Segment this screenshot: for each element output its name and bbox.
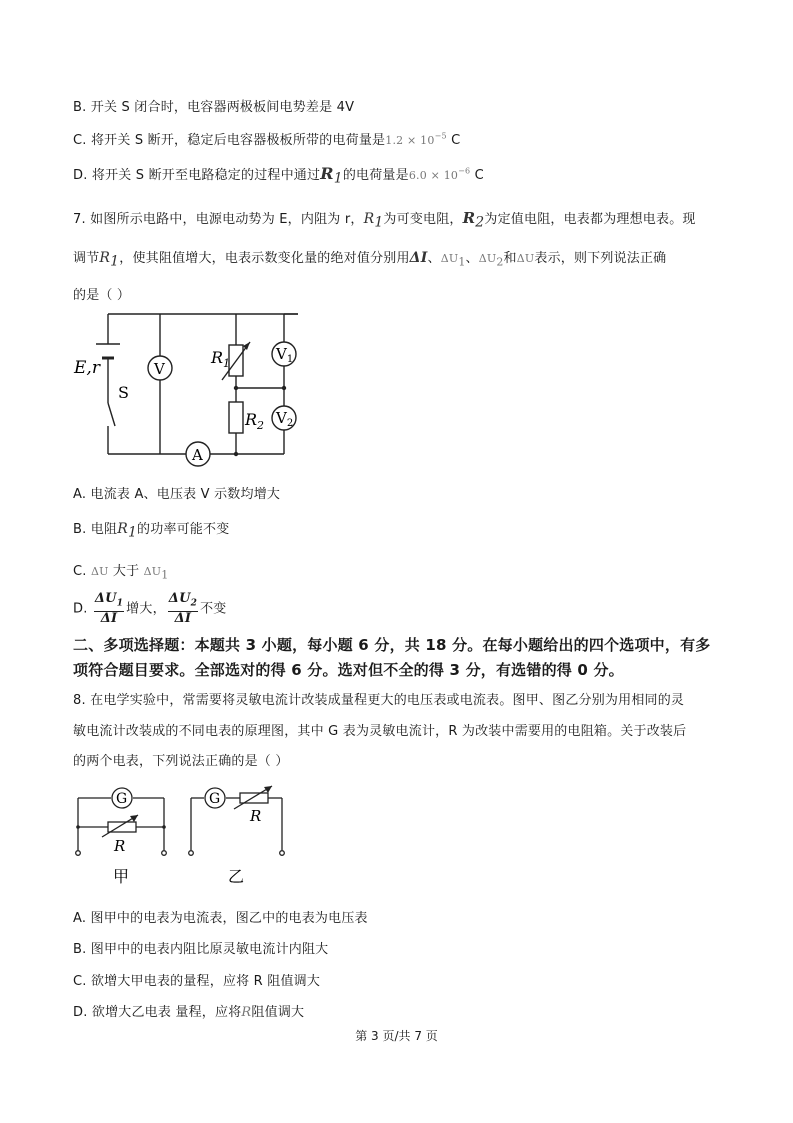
q8-option-a: A. 图甲中的电表为电流表，图乙中的电表为电压表	[73, 911, 368, 926]
q8-figure-jia	[70, 785, 175, 891]
section-2-heading-line2: 项符合题目要求。全部选对的得 6 分。选对但不全的得 3 分，有选错的得 0 分。	[73, 661, 624, 679]
q6-option-c: C. 将开关 S 断开，稳定后电容器极板所带的电荷量是$1.2 \times 10^{-5}$ C	[73, 131, 461, 148]
page-number-footer: 第 3 页/共 7 页	[355, 1029, 438, 1043]
yi-caption: 乙	[228, 867, 245, 886]
circuit-switch-label: S	[118, 383, 129, 402]
q8-stem-line1: 8. 在电学实验中，常需要将灵敏电流计改装成量程更大的电压表或电流表。图甲、图乙分别为用相同的灵	[73, 693, 685, 708]
q7-circuit-diagram	[70, 308, 305, 470]
jia-resistor-label: R	[114, 837, 126, 855]
section-2-heading-line1: 二、多项选择题：本题共 3 小题，每小题 6 分，共 18 分。在每小题给出的四个选项中，有多	[73, 636, 711, 654]
q8-stem-line2: 敏电流计改装成的不同电表的原理图，其中 G 表为灵敏电流计，R 为改装中需要用的电阻箱。关于改装后	[73, 724, 687, 739]
q7-option-d: D. $\frac{\Delta U_1}{\Delta I}$ 增大， $\frac{\Delta U_2}{\Delta I}$ 不变	[73, 591, 227, 626]
q6-option-d: D. 将开关 S 断开至电路稳定的过程中通过$R_1$的电荷量是$6.0 \times 10^{-6}$ C	[73, 164, 484, 187]
voltmeter-v2-label: $V_2$	[276, 409, 294, 429]
q7-option-b: B. 电阻$R_1$的功率可能不变	[73, 521, 230, 541]
q8-option-d: D. 欲增大乙电表 量程，应将R阻值调大	[73, 1005, 305, 1020]
r2-label: $R_2$	[245, 410, 265, 432]
fraction-du2-di: $\frac{\Delta U_2}{\Delta I}$	[168, 591, 198, 626]
yi-resistor-label: R	[250, 807, 262, 825]
yi-galvanometer-label: G	[209, 791, 221, 807]
jia-galvanometer-label: G	[116, 791, 128, 807]
voltmeter-v-label: V	[154, 360, 165, 378]
ammeter-label: A	[192, 446, 203, 464]
voltmeter-v1-label: $V_1$	[276, 345, 294, 365]
r1-label: $R_1$	[211, 348, 231, 370]
jia-caption: 甲	[113, 867, 130, 886]
q7-stem-line3: 的是（ ）	[73, 288, 131, 303]
q7-stem-line2: 调节$R_1$，使其阻值增大，电表示数变化量的绝对值分别用ΔI、$\Delta U_1$、$\Delta U_2$和ΔU表示，则下列说法正确	[73, 250, 667, 270]
q8-option-b: B. 图甲中的电表内阻比原灵敏电流计内阻大	[73, 942, 329, 957]
q7-stem-line1: 7. 如图所示电路中，电源电动势为 E，内阻为 r，$R_1$为可变电阻，$R_2$为定值电阻，电表都为理想电表。现	[73, 209, 696, 231]
q7-option-c: C. ΔU 大于 $\Delta U_1$	[73, 564, 169, 582]
circuit-source-label: E,r	[74, 358, 100, 378]
q8-option-c: C. 欲增大甲电表的量程，应将 R 阻值调大	[73, 974, 321, 989]
q8-figure-yi	[182, 785, 287, 891]
q6-option-b: B. 开关 S 闭合时，电容器两极板间电势差是 4V	[73, 100, 355, 115]
q8-stem-line3: 的两个电表，下列说法正确的是（ ）	[73, 754, 289, 769]
q7-option-a: A. 电流表 A、电压表 V 示数均增大	[73, 487, 281, 502]
fraction-du1-di: $\frac{\Delta U_1}{\Delta I}$	[94, 591, 124, 626]
